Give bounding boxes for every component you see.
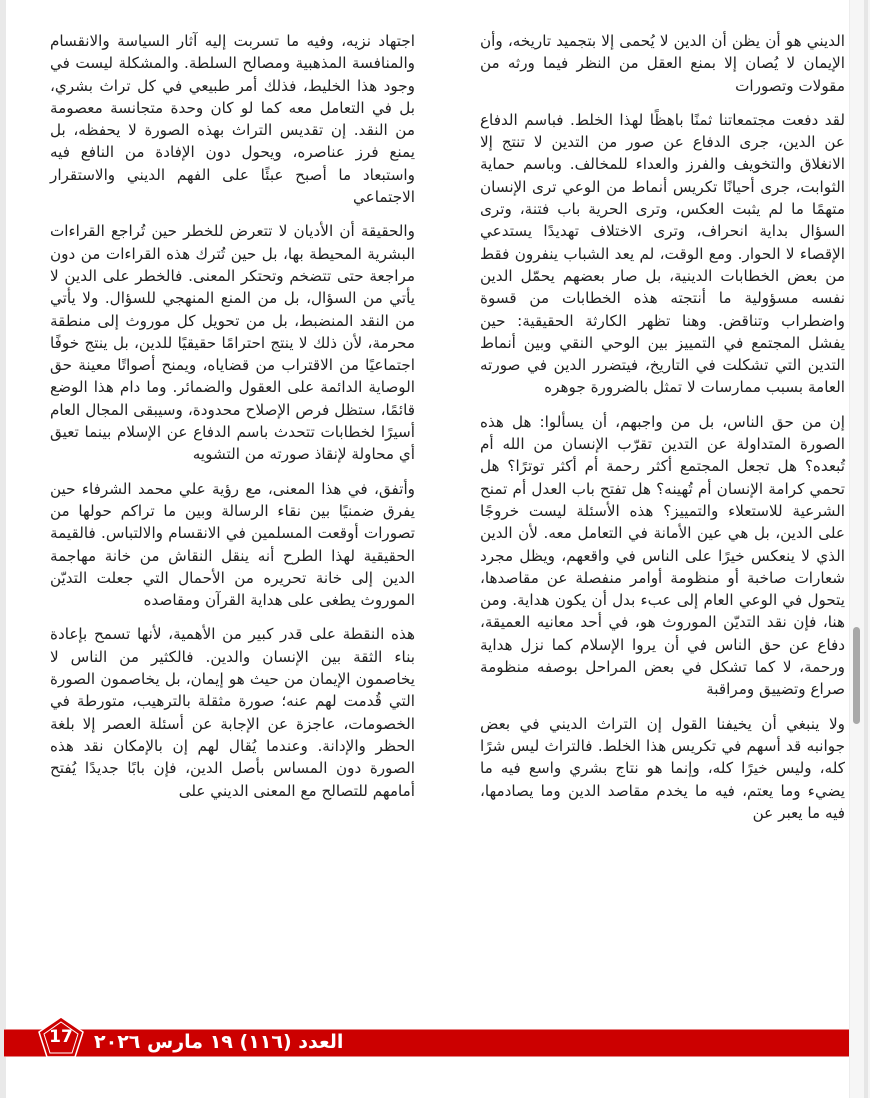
paragraph: ولا ينبغي أن يخيفنا القول إن التراث الديني في بعض جوانبه قد أسهم في تكريس هذا الخلط. فالتراث ليس شرًا كله، وليس خيرًا كله، وإنما هو نتاج بشري واسع فيه ما يضيء وما يعتم، فيه ما يخدم مقاصد الدين وما يصادمها، فيه ما يعبر عن <box>480 714 845 822</box>
left-text-column <box>50 30 415 814</box>
scrollbar-rail <box>864 0 868 1098</box>
right-text-column <box>480 30 845 836</box>
paragraph: والحقيقة أن الأديان لا تتعرض للخطر حين تُراجع القراءات البشرية المحيطة بها، بل حين تُترك هذه القراءات من دون مراجعة حتى تتضخم وتحتكر المعنى. فالخطر على الدين لا يأتي من السؤال، بل من المنع المنهجي للسؤال. ولا يأتي من النقد المنضبط، بل من تحويل كل موروث إلى منطقة محرمة، لأن ذلك لا ينتج احترامًا حقيقيًا للدين، بل ينتج خوفًا اجتماعيًا من الاقتراب من قضاياه، ويمنح أصواتًا معينة حق الوصاية الدائمة على العقول والضمائر. وما دام هذا الوضع قائمًا، ستظل فرص الإصلاح محدودة، وسيبقى المجال العام أسيرًا لخطابات تتحدث باسم الدفاع عن الإسلام بينما تعيق أي محاولة لإنقاذ صورته من التشويه <box>50 222 415 464</box>
scrollbar-thumb[interactable] <box>853 627 860 724</box>
magazine-page <box>50 30 845 1010</box>
paragraph: وأتفق، في هذا المعنى، مع رؤية علي محمد الشرفاء حين يفرق ضمنيًا بين نقاء الرسالة وبين ما تراكم حولها من تصورات أوقعت المسلمين في الانقسام والالتباس. فالقيمة الحقيقية لهذا الطرح أنه ينقل النقاش من خانة مهاجمة الدين إلى خانة تحريره من الأحمال التي جعلت التديّن الموروث يطغى على هداية القرآن ومقاصده <box>50 479 415 610</box>
paragraph: إن من حق الناس، بل من واجبهم، أن يسألوا: هل هذه الصورة المتداولة عن التدين تقرّب الإنسان من الله أم تُبعده؟ هل تجعل المجتمع أكثر رحمة أم أكثر توترًا؟ هل تحمي كرامة الإنسان أم تُهينه؟ هل تفتح باب العدل أم تمنح الشرعية للاستعلاء والتمييز؟ هذه الأسئلة ليست خروجًا على الدين، بل هي عين الأمانة في التعامل معه. لأن الدين الذي لا ينعكس خيرًا على الناس في واقعهم، ويظل مجرد شعارات صاخبة أو منظومة أوامر منفصلة عن مقاصدها، يتحول في الوعي العام إلى عبء بدل أن يكون هداية. ومن هنا، فإن نقد التديّن الموروث هو، في أحد معانيه العميقة، دفاع عن حق الناس في أن يروا الإسلام كما نزل هداية ورحمة، لا كما تشكل في بعض المراحل بوصفه منظومة صراع وتضييق ومراقبة <box>480 412 845 699</box>
paragraph: اجتهاد نزيه، وفيه ما تسربت إليه آثار السياسة والانقسام والمنافسة المذهبية ومصالح السلطة. والمشكلة ليست في وجود هذا الخليط، فذلك أمر طبيعي في كل تراث بشري، بل في التعامل معه كما لو كان وحدة متجانسة معصومة من النقد. إن تقديس التراث بهذه الصورة لا يحفظه، بل يمنع فرز عناصره، ويحول دون الإفادة من النافع فيه واستبعاد ما أصبح عبئًا على الفهم الديني والاستقرار الاجتماعي <box>50 32 415 207</box>
page-number: 17 <box>49 1027 73 1047</box>
paragraph: الديني هو أن يظن أن الدين لا يُحمى إلا بتجميد تاريخه، وأن الإيمان لا يُصان إلا بمنع العقل من النظر فيما ورثه من مقولات وتصورات <box>480 32 845 95</box>
issue-date-label: العدد (١١٦) ١٩ مارس ٢٠٢٦ <box>94 1031 344 1053</box>
page-left-edge <box>0 0 6 1098</box>
paragraph: هذه النقطة على قدر كبير من الأهمية، لأنها تسمح بإعادة بناء الثقة بين الإنسان والدين. فالكثير من الناس لا يخاصمون الإيمان من حيث هو إيمان، بل يخاصمون الصورة التي قُدمت لهم عنه؛ صورة مثقلة بالترهيب، متورطة في الخصومات، عاجزة عن الإجابة عن أسئلة العصر إلا بلغة الحظر والإدانة. وعندما يُقال لهم إن بالإمكان نقد هذه الصورة دون المساس بأصل الدين، فإن بابًا جديدًا يُفتح أمامهم للتصالح مع المعنى الديني على <box>50 625 415 800</box>
scrollbar-track[interactable] <box>849 0 870 1098</box>
paragraph: لقد دفعت مجتمعاتنا ثمنًا باهظًا لهذا الخلط. فباسم الدفاع عن الدين، جرى الدفاع عن صور من التدين لا تنتج إلا الانغلاق والتخويف والفرز والعداء للمخالف. وباسم حماية الثوابت، جرى أحيانًا تكريس أنماط من الوعي ترى الإنسان متهمًا ما لم يثبت العكس، وترى الحرية باب فتنة، وترى السؤال بداية انحراف، وترى الاختلاف تهديدًا يستدعي الإقصاء لا الحوار. ومع الوقت، لم يعد الشباب ينفرون فقط من بعض الخطابات الدينية، بل صار بعضهم يحمّل الدين نفسه مسؤولية ما أنتجته هذه الخطابات من قسوة واضطراب وتناقض. وهنا تظهر الكارثة الحقيقية: حين يفشل المجتمع في التمييز بين الوحي النقي وبين أنماط التدين التي تشكلت في التاريخ، فيتضرر الدين في صورته العامة بسبب ممارسات لا تمثل بالضرورة جوهره <box>480 110 845 397</box>
